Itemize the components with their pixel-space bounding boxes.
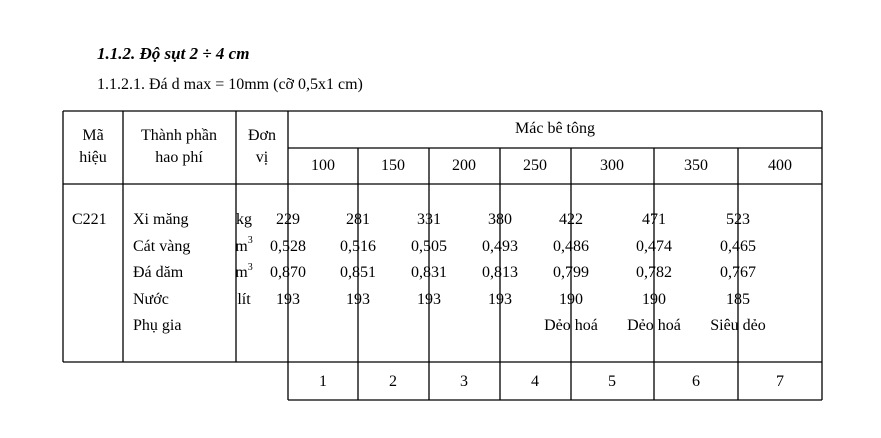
grade-header: 350 <box>684 157 708 174</box>
grade-header: 100 <box>311 157 335 174</box>
table-cell: 193 <box>488 290 512 308</box>
header-unit-line1: Đơn <box>247 127 277 144</box>
component-additive: Phụ gia <box>133 317 182 334</box>
table-cell: 190 <box>642 290 666 308</box>
table-cell: 193 <box>417 290 441 308</box>
header-component-line1: Thành phần <box>141 127 217 144</box>
table-cell: 229 <box>276 211 300 228</box>
table-cell: 0,486 <box>553 237 589 255</box>
table-cell: 380 <box>488 211 512 228</box>
unit-cement: kg <box>236 211 252 228</box>
table-cell: 281 <box>346 211 370 228</box>
table-cell: 193 <box>276 290 300 308</box>
table-cell: 0,851 <box>340 264 376 281</box>
column-number: 2 <box>389 373 397 390</box>
grade-column-250 <box>465 210 536 343</box>
unit-stone: $m^3$ <box>235 261 253 281</box>
component-sand: Cát vàng <box>133 237 191 255</box>
table-cell: 0,516 <box>340 237 376 255</box>
table-cell: Dẻo hoá <box>544 317 598 334</box>
column-number: 4 <box>531 373 539 390</box>
table-cell: 471 <box>642 211 666 228</box>
header-code-line1: Mã <box>82 127 104 144</box>
table-cell: Dẻo hoá <box>627 317 681 334</box>
component-water: Nước <box>133 290 169 308</box>
table-cell: 190 <box>559 290 583 308</box>
column-number: 6 <box>692 373 700 390</box>
table-cell: 0,870 <box>270 264 306 281</box>
grade-column-150 <box>323 210 394 343</box>
table-cell: 0,493 <box>482 237 518 255</box>
table-cell: 0,474 <box>636 237 672 255</box>
grade-header: 250 <box>523 157 547 174</box>
component-stone: Đá dăm <box>133 264 184 281</box>
table-cell: 422 <box>559 211 583 228</box>
section-heading: 1.1.2. Độ sụt 2 ÷ 4 cm <box>97 44 250 63</box>
table-cell: 0,505 <box>411 237 447 255</box>
table-cell: 0,782 <box>636 264 672 281</box>
table-cell: 0,799 <box>553 264 589 281</box>
table-cell: 193 <box>346 290 370 308</box>
unit-water: lít <box>237 290 251 308</box>
table-cell: 0,528 <box>270 237 306 255</box>
header-component-line2: hao phí <box>155 149 203 166</box>
table-cell: 0,813 <box>482 264 518 281</box>
table-cell: 0,767 <box>720 264 756 281</box>
grade-column-300 <box>530 210 613 343</box>
header-code-line2: hiệu <box>79 149 107 166</box>
grade-header: 200 <box>452 157 476 174</box>
table-cell: 185 <box>726 290 750 308</box>
column-number: 5 <box>608 373 616 390</box>
table-cell: 331 <box>417 211 441 228</box>
table-cell: 0,831 <box>411 264 447 281</box>
table-cell: 0,465 <box>720 237 756 255</box>
table-cell: Siêu dẻo <box>710 317 766 334</box>
grade-column-400 <box>696 210 780 343</box>
table-cell <box>323 316 394 343</box>
grade-header: 400 <box>768 157 792 174</box>
grade-header: 150 <box>381 157 405 174</box>
column-number: 7 <box>776 373 784 390</box>
grade-header: 300 <box>600 157 624 174</box>
component-list <box>133 210 190 343</box>
component-cement: Xi măng <box>133 211 189 228</box>
grade-column-350 <box>612 210 696 343</box>
table-cell <box>394 316 465 343</box>
unit-sand: $m^3$ <box>235 235 253 255</box>
header-unit-line2: vị <box>255 149 269 166</box>
grade-column-100 <box>253 210 323 343</box>
subsection-heading: 1.1.2.1. Đá d max = 10mm (cỡ 0,5x1 cm) <box>97 76 363 93</box>
grade-column-200 <box>394 210 465 343</box>
header-grade-group: Mác bê tông <box>515 120 595 137</box>
column-number: 3 <box>460 373 468 390</box>
table-cell: 523 <box>726 211 750 228</box>
table-cell <box>465 316 536 343</box>
table-cell <box>253 316 323 343</box>
norm-code: C221 <box>72 211 107 228</box>
column-number: 1 <box>319 373 327 390</box>
